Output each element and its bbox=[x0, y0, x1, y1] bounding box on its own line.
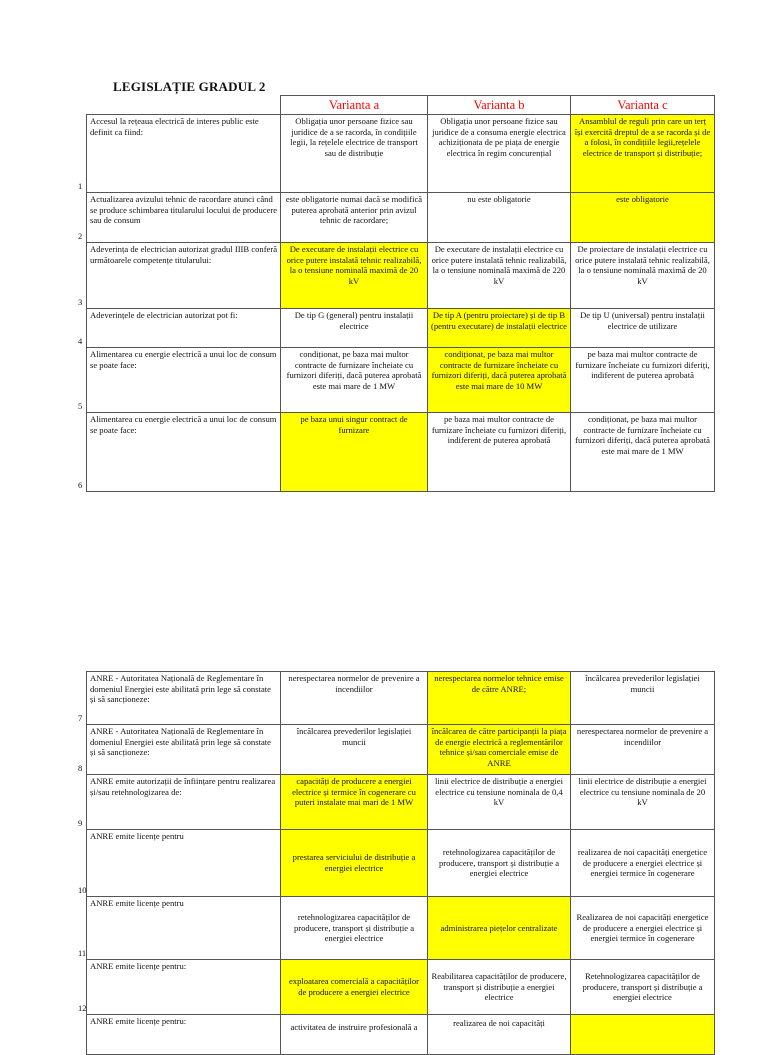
document-title: LEGISLAȚIE GRADUL 2 bbox=[113, 79, 266, 94]
question-number: 9 bbox=[78, 818, 83, 829]
question-text: Adeverința de electrician autorizat gradul IIIB conferă următoarele competențe titularului: bbox=[90, 244, 278, 265]
option-c-cell-highlighted: este obligatorie bbox=[571, 193, 715, 243]
question-number: 7 bbox=[78, 713, 83, 724]
question-cell bbox=[78, 725, 281, 775]
option-c-cell: realizarea de noi capacități energetice de producere a energiei electrice și energiei termice în cogenerare bbox=[571, 830, 715, 897]
option-c-cell: De tip U (universal) pentru instalații electrice de utilizare bbox=[571, 309, 715, 348]
question-cell bbox=[78, 309, 281, 348]
option-b-cell: retehnologizarea capacităților de producere, transport și distribuție a energiei electrice bbox=[428, 830, 571, 897]
option-b-cell: linii electrice de distribuție a energiei electrice cu tensiune nominala de 0,4 kV bbox=[428, 775, 571, 830]
question-number: 10 bbox=[78, 885, 87, 896]
question-row-12 bbox=[87, 960, 715, 1015]
option-a-cell-highlighted: capacități de producere a energiei electrice și termice în cogenerare cu puteri instalate mai mari de 1 MW bbox=[281, 775, 428, 830]
question-cell bbox=[78, 348, 281, 413]
option-a-cell-highlighted: prestarea serviciului de distribuție a energiei electrice bbox=[281, 830, 428, 897]
question-text: Adeverințele de electrician autorizat pot fi: bbox=[90, 310, 238, 320]
question-row-1 bbox=[87, 115, 715, 193]
question-row-13 bbox=[87, 1015, 715, 1055]
question-text: Alimentarea cu energie electrică a unui loc de consum se poate face: bbox=[90, 349, 277, 370]
question-row-6 bbox=[87, 413, 715, 492]
question-cell bbox=[78, 672, 281, 725]
option-b-cell-highlighted: condiționat, pe baza mai multor contracte de furnizare încheiate cu furnizori diferiți, dacă puterea aprobată este mai mare de 10 MW bbox=[428, 348, 571, 413]
question-text: Alimentarea cu energie electrică a unui loc de consum se poate face: bbox=[90, 414, 277, 435]
option-c-cell-highlighted: Ansamblul de reguli prin care un terț își exercită dreptul de a se racorda și de a folosi, în condițiile legii,rețelele electrice de transport și distribuție; bbox=[571, 115, 715, 193]
header-varianta-b: Varianta b bbox=[428, 96, 571, 115]
question-text: ANRE - Autoritatea Națională de Reglementare în domeniul Energiei este abilitată prin lege să constate și să sancționeze: bbox=[90, 673, 271, 705]
question-cell bbox=[78, 413, 281, 492]
questions-table-1 bbox=[78, 95, 715, 492]
questions-table-2 bbox=[78, 671, 715, 1055]
option-b-cell bbox=[428, 1015, 571, 1055]
option-a-cell: De tip G (general) pentru instalații electrice bbox=[281, 309, 428, 348]
option-b-text: realizarea de noi capacități bbox=[453, 1018, 545, 1028]
question-number: 12 bbox=[78, 1003, 87, 1014]
option-b-cell: nu este obligatorie bbox=[428, 193, 571, 243]
option-a-cell-highlighted: De executare de instalații electrice cu orice putere instalată tehnic realizabilă, la o tensiune nominală maximă de 20 kV bbox=[281, 243, 428, 309]
question-text: ANRE emite licențe pentru bbox=[90, 831, 184, 841]
question-number: 8 bbox=[78, 763, 83, 774]
option-a-cell: retehnologizarea capacităților de producere, transport și distribuție a energiei electrice bbox=[281, 897, 428, 960]
option-c-cell: pe baza mai multor contracte de furnizare încheiate cu furnizori diferiți, indiferent de puterea aprobată bbox=[571, 348, 715, 413]
question-row-11 bbox=[87, 897, 715, 960]
question-row-5 bbox=[87, 348, 715, 413]
option-a-cell-highlighted: exploatarea comercială a capacităților de producere a energiei electrice bbox=[281, 960, 428, 1015]
option-b-cell-highlighted: administrarea piețelor centralizate bbox=[428, 897, 571, 960]
option-b-cell-highlighted: nerespectarea normelor tehnice emise de către ANRE; bbox=[428, 672, 571, 725]
question-cell bbox=[78, 830, 281, 897]
option-b-cell: Obligația unor persoane fizice sau juridice de a consuma energie electrica achiziționata de pe piața de energie electrica în regim concurențial bbox=[428, 115, 571, 193]
question-row-3 bbox=[87, 243, 715, 309]
question-cell bbox=[78, 960, 281, 1015]
question-number: 3 bbox=[78, 297, 83, 308]
question-cell bbox=[78, 775, 281, 830]
question-text: Actualizarea avizului tehnic de racordare atunci când se produce schimbarea titularului locului de producere sau de consum bbox=[90, 194, 278, 226]
option-c-cell: nerespectarea normelor de prevenire a incendiilor bbox=[571, 725, 715, 775]
question-row-9 bbox=[87, 775, 715, 830]
question-number: 6 bbox=[78, 480, 83, 491]
option-a-cell: Obligația unor persoane fizice sau juridice de a se racorda, în condițiile legii, la rețelele electrice de transport sau de distribuție bbox=[281, 115, 428, 193]
option-c-cell: condiționat, pe baza mai multor contracte de furnizare încheiate cu furnizori diferiți, dacă puterea aprobată este mai mare de 1 MW bbox=[571, 413, 715, 492]
question-text: Accesul la rețeaua electrică de interes public este definit ca fiind: bbox=[90, 116, 259, 137]
option-a-cell: este obligatorie numai dacă se modifică puterea aprobată anterior prin avizul tehnic de racordare; bbox=[281, 193, 428, 243]
question-number: 4 bbox=[78, 336, 83, 347]
header-varianta-a: Varianta a bbox=[281, 96, 428, 115]
question-row-8 bbox=[87, 725, 715, 775]
question-number: 11 bbox=[78, 948, 87, 959]
option-c-cell-highlighted bbox=[571, 1015, 715, 1055]
option-c-cell: Realizarea de noi capacități energetice de producere a energiei electrice și energiei termice în cogenerare bbox=[571, 897, 715, 960]
header-row bbox=[87, 96, 715, 115]
option-c-cell: linii electrice de distribuție a energiei electrice cu tensiune nominala de 20 kV bbox=[571, 775, 715, 830]
header-varianta-c: Varianta c bbox=[571, 96, 715, 115]
option-a-cell: nerespectarea normelor de prevenire a incendiilor bbox=[281, 672, 428, 725]
question-cell bbox=[78, 243, 281, 309]
question-text: ANRE emite licențe pentru: bbox=[90, 961, 187, 971]
option-b-cell: Reabilitarea capacităților de producere, transport și distribuție a energiei electrice bbox=[428, 960, 571, 1015]
option-b-cell: De executare de instalații electrice cu orice putere instalată tehnic realizabilă, la o tensiune nominală maximă de 220 kV bbox=[428, 243, 571, 309]
option-c-cell: De proiectare de instalații electrice cu orice putere instalată tehnic realizabilă, la o tensiune nominală maximă de 20 kV bbox=[571, 243, 715, 309]
option-a-text: activitatea de instruire profesională a bbox=[290, 1022, 418, 1032]
question-text: ANRE emite licențe pentru bbox=[90, 898, 184, 908]
question-cell bbox=[87, 1015, 281, 1055]
option-b-cell-highlighted: încălcarea de către participanții la piața de energie electrică a reglementărilor tehnice și/sau comerciale emise de ANRE bbox=[428, 725, 571, 775]
question-row-2 bbox=[87, 193, 715, 243]
question-cell bbox=[78, 115, 281, 193]
option-b-cell-highlighted: De tip A (pentru proiectare) și de tip B (pentru executare) de instalații electrice bbox=[428, 309, 571, 348]
option-a-cell-highlighted: pe baza unui singur contract de furnizare bbox=[281, 413, 428, 492]
question-row-7 bbox=[87, 672, 715, 725]
option-a-cell bbox=[281, 1015, 428, 1055]
question-number: 1 bbox=[78, 181, 83, 192]
option-a-cell: încălcarea prevederilor legislației muncii bbox=[281, 725, 428, 775]
question-number: 2 bbox=[78, 231, 83, 242]
question-text: ANRE emite autorizații de înființare pentru realizarea și/sau retehnologizarea de: bbox=[90, 776, 276, 797]
option-a-cell: condiționat, pe baza mai multor contracte de furnizare încheiate cu furnizori diferiți, dacă puterea aprobată este mai mare de 1 MW bbox=[281, 348, 428, 413]
question-cell bbox=[78, 193, 281, 243]
header-empty-cell bbox=[87, 96, 281, 115]
option-c-cell: încălcarea prevederilor legislației muncii bbox=[571, 672, 715, 725]
option-c-cell: Retehnologizarea capacităților de producere, transport și distribuție a energiei electrice bbox=[571, 960, 715, 1015]
question-row-4 bbox=[87, 309, 715, 348]
question-text: ANRE emite licențe pentru: bbox=[90, 1016, 187, 1026]
option-b-cell: pe baza mai multor contracte de furnizare încheiate cu furnizori diferiți, indiferent de puterea aprobată bbox=[428, 413, 571, 492]
question-cell bbox=[78, 897, 281, 960]
question-text: ANRE - Autoritatea Națională de Reglementare în domeniul Energiei este abilitată prin lege să constate și să sancționeze: bbox=[90, 726, 271, 758]
question-number: 5 bbox=[78, 401, 83, 412]
question-row-10 bbox=[87, 830, 715, 897]
